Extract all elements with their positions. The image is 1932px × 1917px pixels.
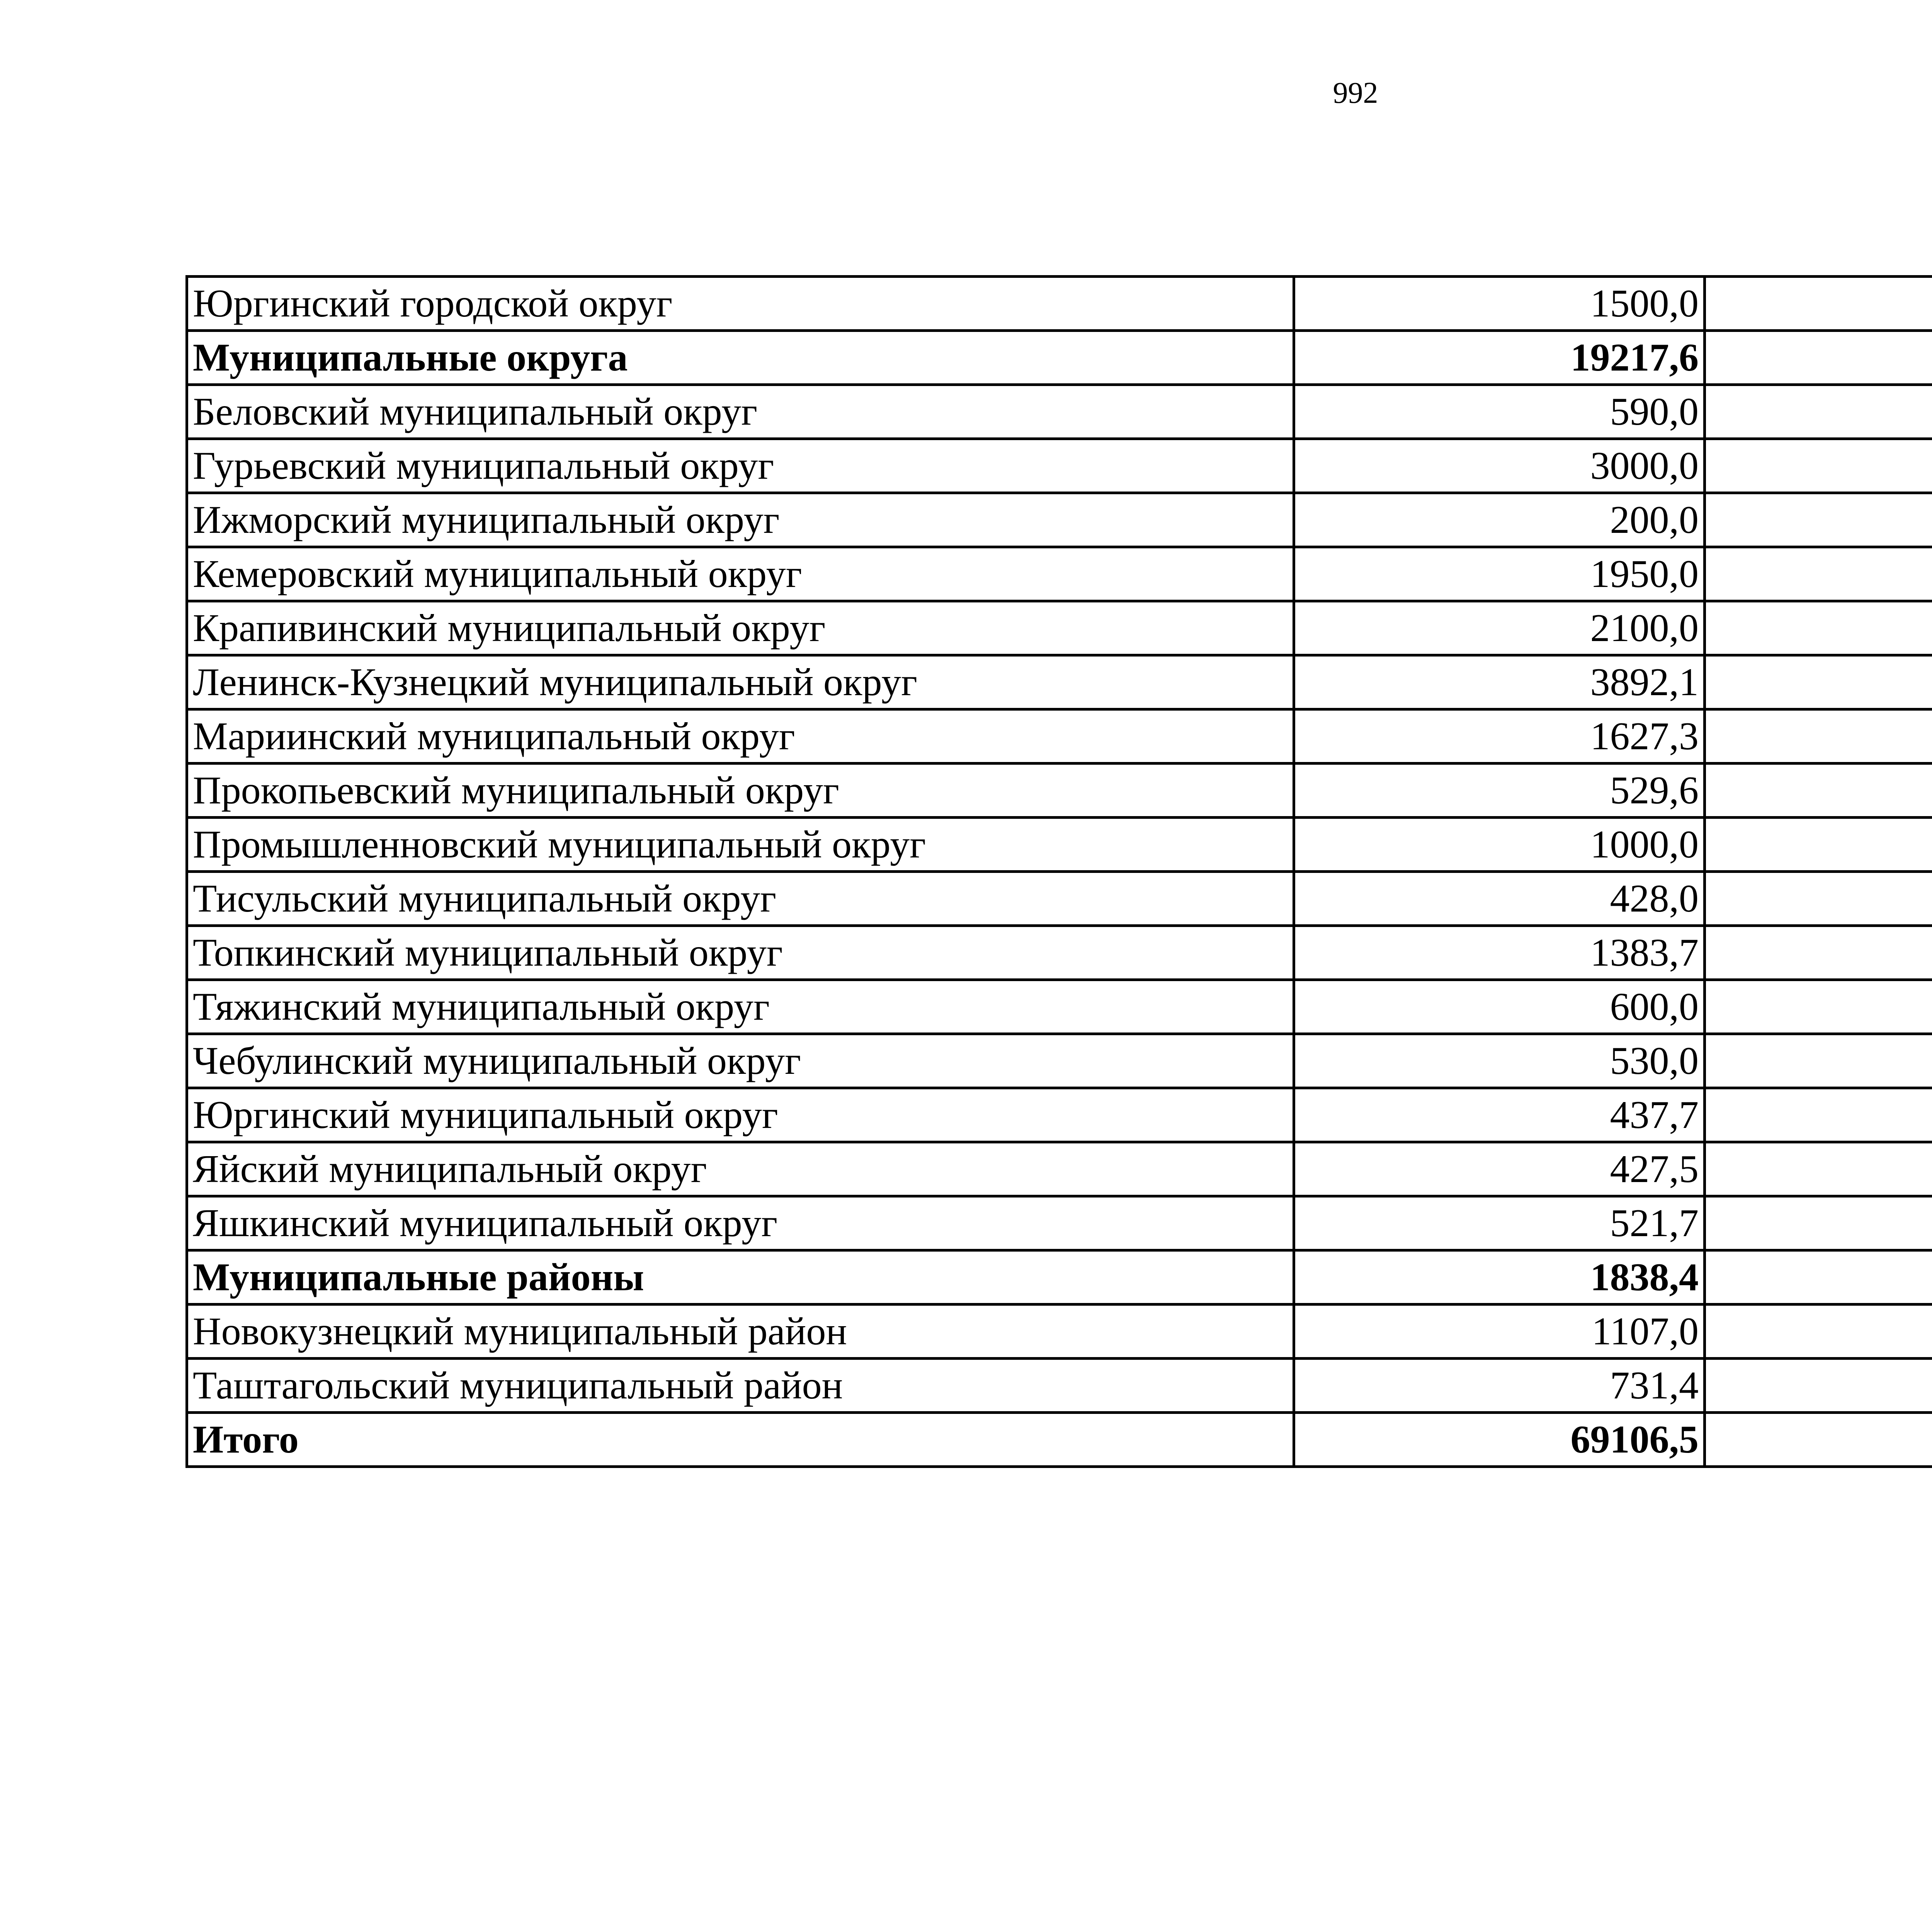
- row-name-cell: Мариинский муниципальный округ: [187, 709, 1294, 764]
- table-row: [187, 655, 1932, 709]
- value-cell-2: [1705, 1034, 1932, 1088]
- row-name-cell: Юргинский муниципальный округ: [187, 1088, 1294, 1142]
- row-name-cell: Муниципальные районы: [187, 1250, 1294, 1305]
- row-name-cell: Промышленновский муниципальный округ: [187, 818, 1294, 872]
- table-row: [187, 277, 1932, 331]
- table-row: [187, 385, 1932, 439]
- table-row: [187, 764, 1932, 818]
- table-row: [187, 439, 1932, 493]
- value-cell-2: [1705, 1305, 1932, 1359]
- value-cell-1: 529,6: [1294, 764, 1705, 818]
- value-cell-1: 521,7: [1294, 1196, 1705, 1250]
- row-name-cell: Чебулинский муниципальный округ: [187, 1034, 1294, 1088]
- value-cell-1: 1627,3: [1294, 709, 1705, 764]
- value-cell-2: [1705, 1142, 1932, 1196]
- row-name-cell: Ижморский муниципальный округ: [187, 493, 1294, 547]
- row-name-cell: Кемеровский муниципальный округ: [187, 547, 1294, 601]
- value-cell-2: [1705, 547, 1932, 601]
- value-cell-2: [1705, 980, 1932, 1034]
- row-name-cell: Гурьевский муниципальный округ: [187, 439, 1294, 493]
- table-row: [187, 1142, 1932, 1196]
- value-cell-2: [1705, 872, 1932, 926]
- row-name-cell: Новокузнецкий муниципальный район: [187, 1305, 1294, 1359]
- table-row: [187, 601, 1932, 655]
- value-cell-1: 3892,1: [1294, 655, 1705, 709]
- table-body: [187, 277, 1932, 1467]
- value-cell-2: [1705, 926, 1932, 980]
- value-cell-1: 437,7: [1294, 1088, 1705, 1142]
- value-cell-1: 600,0: [1294, 980, 1705, 1034]
- row-name-cell: Юргинский городской округ: [187, 277, 1294, 331]
- row-name-cell: Ленинск-Кузнецкий муниципальный округ: [187, 655, 1294, 709]
- row-name-cell: Яшкинский муниципальный округ: [187, 1196, 1294, 1250]
- table-row: [187, 1088, 1932, 1142]
- row-name-cell: Беловский муниципальный округ: [187, 385, 1294, 439]
- value-cell-1: 3000,0: [1294, 439, 1705, 493]
- page-number: 992: [1333, 76, 1378, 109]
- value-cell-1: 1383,7: [1294, 926, 1705, 980]
- table-row: [187, 1305, 1932, 1359]
- value-cell-2: [1705, 601, 1932, 655]
- value-cell-1: 19217,6: [1294, 331, 1705, 385]
- table-row: [187, 547, 1932, 601]
- row-name-cell: Крапивинский муниципальный округ: [187, 601, 1294, 655]
- table-row: [187, 818, 1932, 872]
- value-cell-1: 1950,0: [1294, 547, 1705, 601]
- value-cell-2: [1705, 1088, 1932, 1142]
- value-cell-2: [1705, 385, 1932, 439]
- value-cell-1: 731,4: [1294, 1359, 1705, 1413]
- value-cell-2: [1705, 818, 1932, 872]
- value-cell-2: [1705, 1359, 1932, 1413]
- value-cell-1: 590,0: [1294, 385, 1705, 439]
- table-row: [187, 1196, 1932, 1250]
- table-row: [187, 926, 1932, 980]
- value-cell-2: [1705, 764, 1932, 818]
- value-cell-1: 2100,0: [1294, 601, 1705, 655]
- value-cell-1: 1500,0: [1294, 277, 1705, 331]
- value-cell-2: [1705, 439, 1932, 493]
- table-row: [187, 1359, 1932, 1413]
- value-cell-1: 1000,0: [1294, 818, 1705, 872]
- row-name-cell: Таштагольский муниципальный район: [187, 1359, 1294, 1413]
- row-name-cell: Тисульский муниципальный округ: [187, 872, 1294, 926]
- row-name-cell: Муниципальные округа: [187, 331, 1294, 385]
- value-cell-2: [1705, 1413, 1932, 1467]
- value-cell-1: 428,0: [1294, 872, 1705, 926]
- value-cell-2: [1705, 655, 1932, 709]
- table-row: [187, 1250, 1932, 1305]
- table-row: [187, 1034, 1932, 1088]
- value-cell-2: [1705, 277, 1932, 331]
- value-cell-1: 200,0: [1294, 493, 1705, 547]
- table-row: [187, 1413, 1932, 1467]
- value-cell-1: 530,0: [1294, 1034, 1705, 1088]
- row-name-cell: Итого: [187, 1413, 1294, 1467]
- value-cell-1: 69106,5: [1294, 1413, 1705, 1467]
- budget-table: [185, 275, 1932, 1468]
- row-name-cell: Яйский муниципальный округ: [187, 1142, 1294, 1196]
- table-row: [187, 980, 1932, 1034]
- row-name-cell: Топкинский муниципальный округ: [187, 926, 1294, 980]
- value-cell-2: [1705, 1196, 1932, 1250]
- table-row: [187, 872, 1932, 926]
- table-row: [187, 709, 1932, 764]
- value-cell-2: [1705, 493, 1932, 547]
- table-row: [187, 493, 1932, 547]
- row-name-cell: Прокопьевский муниципальный округ: [187, 764, 1294, 818]
- value-cell-1: 1107,0: [1294, 1305, 1705, 1359]
- value-cell-1: 427,5: [1294, 1142, 1705, 1196]
- value-cell-2: [1705, 709, 1932, 764]
- value-cell-2: [1705, 331, 1932, 385]
- value-cell-1: 1838,4: [1294, 1250, 1705, 1305]
- row-name-cell: Тяжинский муниципальный округ: [187, 980, 1294, 1034]
- value-cell-2: [1705, 1250, 1932, 1305]
- table-row: [187, 331, 1932, 385]
